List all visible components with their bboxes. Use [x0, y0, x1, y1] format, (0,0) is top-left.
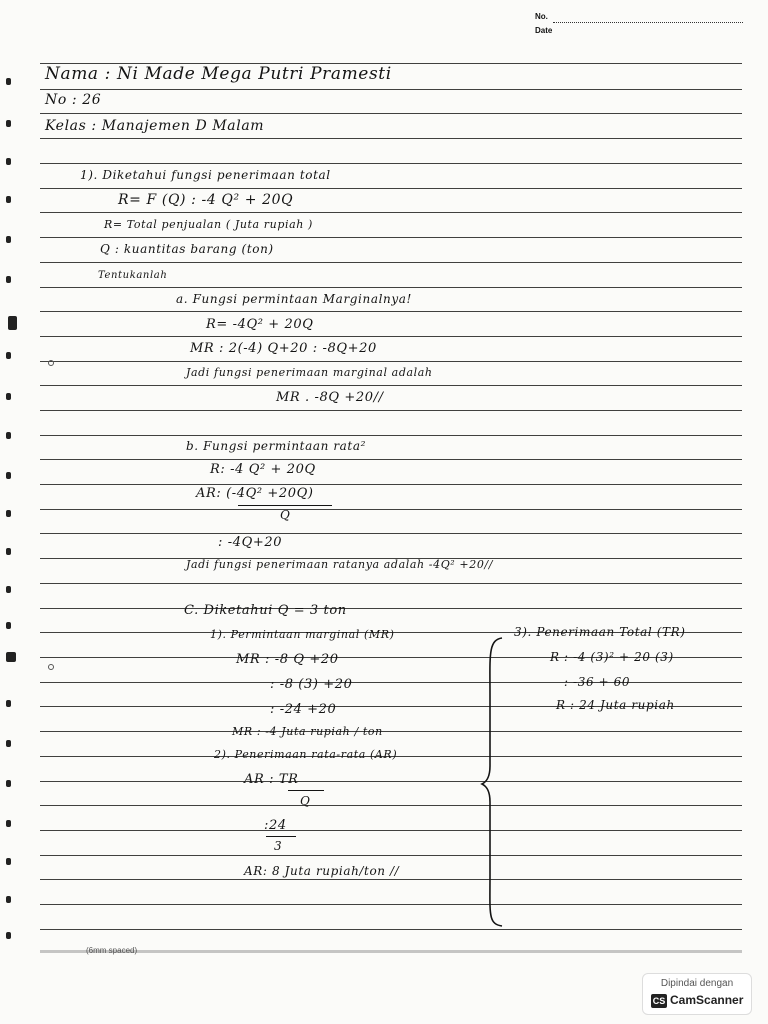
rule-line [40, 855, 742, 856]
rule-line [40, 113, 742, 114]
part-b-eq1: R: -4 Q² + 20Q [210, 462, 316, 477]
punch-hole-icon [6, 472, 11, 479]
footer-note: (6mm spaced) [86, 946, 138, 955]
rule-line [40, 929, 742, 930]
rule-line [40, 410, 742, 411]
punch-hole-icon [6, 196, 11, 203]
rule-line [40, 781, 742, 782]
punch-hole-icon [6, 393, 11, 400]
q1-r-definition: R= Total penjualan ( Juta rupiah ) [104, 218, 313, 231]
rule-line [40, 163, 742, 164]
part-a-eq2: MR : 2(-4) Q+20 : -8Q+20 [190, 341, 377, 356]
part-a-answer: MR . -8Q +20// [276, 390, 384, 405]
mr-line-3: : -24 +20 [270, 702, 337, 717]
part-b-fraction-bar [238, 505, 332, 506]
punch-hole-icon [6, 700, 11, 707]
mr-line-4: MR : -4 Juta rupiah / ton [232, 725, 383, 738]
rule-line [40, 459, 742, 460]
ar-denominator: Q [300, 794, 311, 808]
scanner-caption: Dipindai dengan [660, 978, 734, 989]
part-b-ar-denominator: Q [280, 508, 291, 522]
tr-line-3: R : 24 Juta rupiah [556, 698, 675, 712]
punch-hole-icon [8, 316, 17, 330]
part-b-title: b. Fungsi permintaan rata² [186, 439, 367, 453]
tr-line-1: R : -4 (3)² + 20 (3) [550, 650, 674, 664]
rule-line [40, 830, 742, 831]
punch-hole-icon [48, 360, 54, 366]
punch-hole-icon [6, 158, 11, 165]
student-number: No : 26 [45, 92, 102, 108]
ar-title: 2). Penerimaan rata-rata (AR) [214, 748, 398, 761]
punch-hole-icon [6, 820, 11, 827]
punch-hole-icon [6, 432, 11, 439]
part-b-ar-numerator: AR: (-4Q² +20Q) [196, 486, 314, 501]
punch-hole-icon [6, 780, 11, 787]
rule-line [40, 904, 742, 905]
right-brace-icon [480, 636, 510, 928]
tr-title: 3). Penerimaan Total (TR) [514, 625, 686, 639]
mr-line-1: MR : -8 Q +20 [236, 652, 339, 667]
part-c-title: C. Diketahui Q = 3 ton [184, 603, 347, 618]
part-a-title: a. Fungsi permintaan Marginalnya! [176, 292, 412, 306]
no-label: No. [535, 12, 548, 21]
rule-line [40, 212, 742, 213]
punch-hole-icon [6, 276, 11, 283]
q1-q-definition: Q : kuantitas barang (ton) [100, 242, 274, 256]
punch-hole-icon [6, 652, 16, 662]
rule-line [40, 311, 742, 312]
rule-line [40, 435, 742, 436]
bottom-margin-line [40, 950, 742, 953]
part-a-eq1: R= -4Q² + 20Q [206, 317, 314, 332]
ar-fraction-bar-2 [266, 836, 296, 837]
rule-line [40, 336, 742, 337]
rule-line [40, 89, 742, 90]
rule-line [40, 805, 742, 806]
rule-line [40, 731, 742, 732]
ar-fraction-bar-1 [288, 790, 324, 791]
punch-hole-icon [6, 586, 11, 593]
rule-line [40, 879, 742, 880]
punch-hole-icon [6, 120, 11, 127]
date-label: Date [535, 26, 553, 35]
rule-line [40, 262, 742, 263]
camscanner-logo-icon: CS [652, 996, 666, 1006]
ar-result: AR: 8 Juta rupiah/ton // [244, 864, 400, 878]
punch-hole-icon [6, 622, 11, 629]
rule-line [40, 533, 742, 534]
ar-numerator-2: :24 [264, 818, 287, 833]
tr-line-2: : -36 + 60 [564, 675, 631, 689]
punch-hole-icon [6, 236, 11, 243]
punch-hole-icon [6, 932, 11, 939]
punch-hole-icon [6, 858, 11, 865]
rule-line [40, 385, 742, 386]
punch-hole-icon [6, 740, 11, 747]
mr-line-2: : -8 (3) +20 [270, 677, 353, 692]
no-line [553, 22, 743, 23]
scanner-brand: CamScanner [670, 993, 744, 1007]
student-class: Kelas : Manajemen D Malam [45, 118, 265, 134]
ar-denominator-2: 3 [274, 839, 283, 853]
punch-hole-icon [6, 548, 11, 555]
rule-line [40, 138, 742, 139]
q1-ask: Tentukanlah [98, 270, 168, 281]
punch-hole-icon [6, 352, 11, 359]
punch-hole-icon [6, 896, 11, 903]
rule-line [40, 287, 742, 288]
q1-function: R= F (Q) : -4 Q² + 20Q [118, 192, 294, 208]
q1-intro: 1). Diketahui fungsi penerimaan total [80, 168, 331, 182]
student-name: Nama : Ni Made Mega Putri Pramesti [45, 64, 392, 84]
part-b-result: : -4Q+20 [218, 535, 283, 550]
mr-title: 1). Permintaan marginal (MR) [210, 628, 395, 641]
rule-line [40, 509, 742, 510]
rule-line [40, 608, 742, 609]
rule-line [40, 484, 742, 485]
punch-hole-icon [48, 664, 54, 670]
rule-line [40, 188, 742, 189]
camscanner-badge [642, 973, 752, 1015]
rule-line [40, 361, 742, 362]
rule-line [40, 237, 742, 238]
rule-line [40, 682, 742, 683]
part-a-conclusion: Jadi fungsi penerimaan marginal adalah [186, 366, 433, 379]
punch-hole-icon [6, 78, 11, 85]
rule-line [40, 583, 742, 584]
part-b-conclusion: Jadi fungsi penerimaan ratanya adalah -4Q² +20// [186, 558, 494, 571]
punch-hole-icon [6, 510, 11, 517]
ar-numerator: AR : TR [244, 772, 299, 787]
